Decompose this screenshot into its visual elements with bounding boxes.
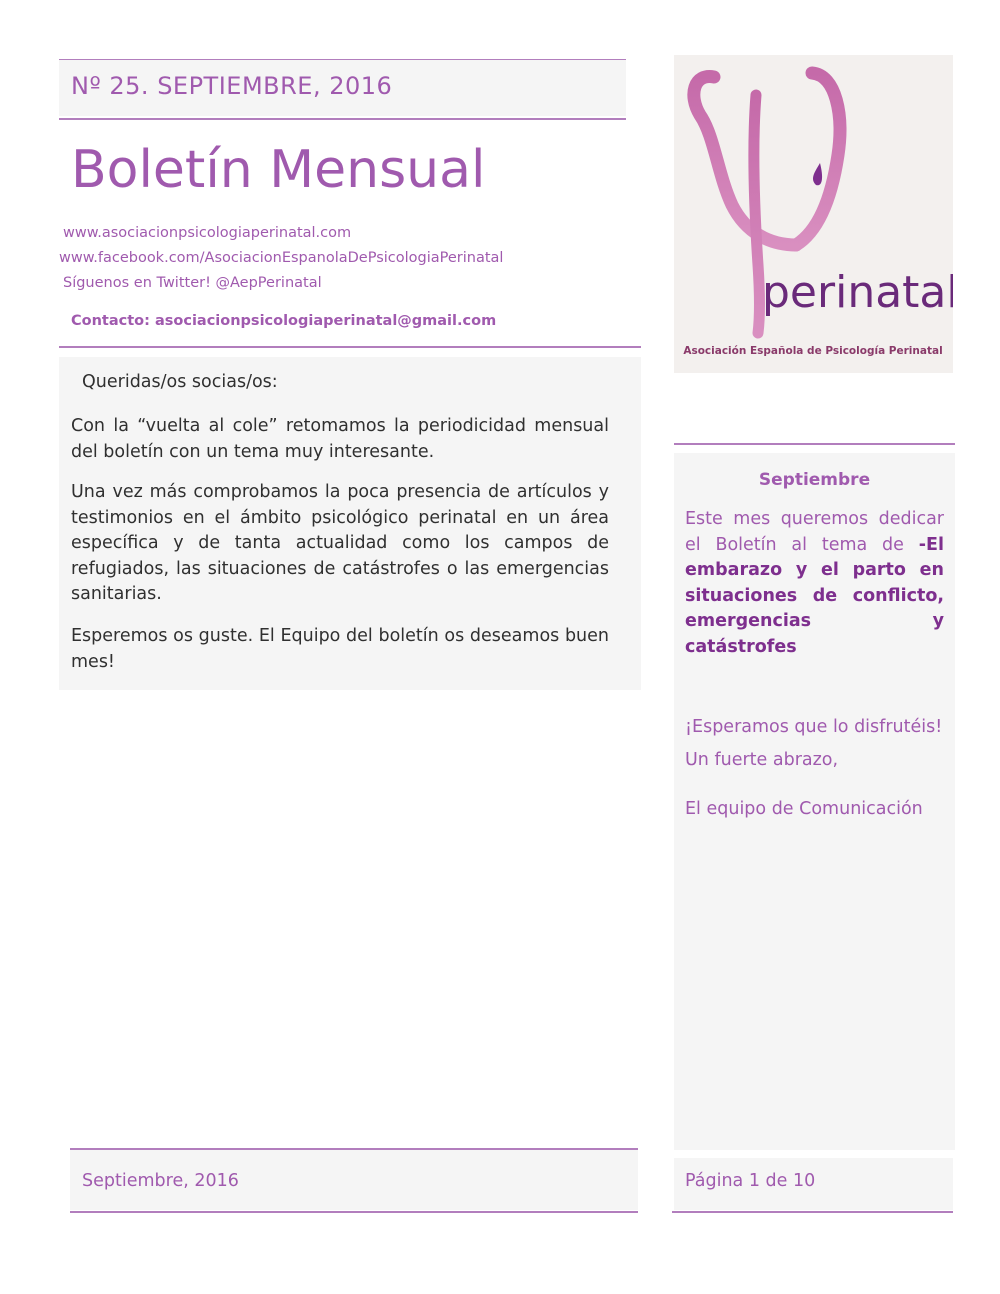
twitter-link[interactable]: Síguenos en Twitter! @AepPerinatal bbox=[63, 275, 322, 291]
header-bottom-rule bbox=[59, 118, 626, 120]
footer-date: Septiembre, 2016 bbox=[82, 1171, 239, 1191]
association-logo bbox=[674, 55, 953, 373]
sidebar-heading: Septiembre bbox=[758, 470, 871, 490]
logo-word: perinatal bbox=[762, 267, 953, 318]
paragraph-3: Esperemos os guste. El Equipo del boletín os deseamos buen mes! bbox=[71, 626, 609, 672]
logo-subtitle: Asociación Española de Psicología Perinatal bbox=[683, 345, 943, 357]
page-number: Página 1 de 10 bbox=[685, 1171, 816, 1191]
greeting: Queridas/os socias/os: bbox=[82, 372, 278, 392]
footer-left-bottom-rule bbox=[70, 1211, 638, 1213]
paragraph-2: Una vez más comprobamos la poca presencia de artículos y testimonios en el ámbito psicológico perinatal en un área específica y de tanta actualidad como los campos de refugiados, las situaciones de catástrofes o las emergencias sanitarias. bbox=[71, 482, 609, 604]
sidebar-intro-text: Este mes queremos dedicar el Boletín al tema de bbox=[685, 509, 944, 555]
sidebar-topic: -El embarazo y el parto en situaciones de conflicto, emergencias y catástrofes bbox=[685, 534, 944, 657]
content-top-rule bbox=[59, 346, 641, 348]
facebook-link[interactable]: www.facebook.com/AsociacionEspanolaDePsicologiaPerinatal bbox=[59, 250, 504, 266]
sidebar-closing-2: Un fuerte abrazo, bbox=[685, 750, 839, 770]
sidebar-signature: El equipo de Comunicación bbox=[685, 799, 923, 819]
website-link[interactable]: www.asociacionpsicologiaperinatal.com bbox=[63, 225, 352, 241]
paragraph-1: Con la “vuelta al cole” retomamos la periodicidad mensual del boletín con un tema muy interesante. bbox=[71, 416, 609, 462]
sidebar-closing-1: ¡Esperamos que lo disfrutéis! bbox=[685, 717, 943, 737]
contact-email[interactable]: Contacto: asociacionpsicologiaperinatal@gmail.com bbox=[71, 313, 497, 329]
footer-right-bottom-rule bbox=[672, 1211, 953, 1213]
issue-number: Nº 25. SEPTIEMBRE, 2016 bbox=[71, 72, 393, 100]
page-title: Boletín Mensual bbox=[71, 140, 486, 200]
sidebar-top-rule bbox=[674, 443, 955, 445]
psi-symbol-icon bbox=[674, 55, 953, 373]
sidebar-intro bbox=[685, 507, 944, 660]
